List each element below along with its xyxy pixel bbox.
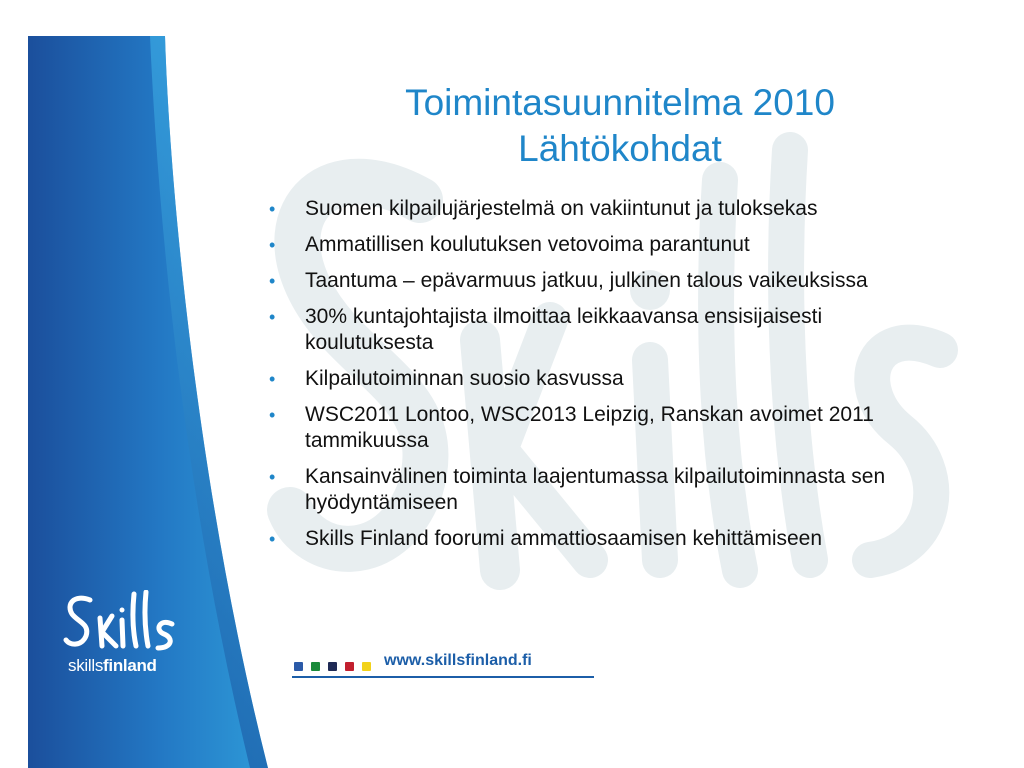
bullet-icon: • [269,369,276,389]
bullet-icon: • [269,235,276,255]
color-square-icon [311,662,320,671]
bullet-item [262,268,952,294]
bullet-icon: • [269,271,276,291]
footer-bar [292,652,594,682]
bullet-item [262,464,952,516]
footer-divider [292,676,594,678]
skills-finland-logo [60,590,190,690]
slide-title [340,80,900,172]
color-square-icon [362,662,371,671]
bullet-icon: • [269,467,276,487]
bullet-icon: • [269,529,276,549]
bullet-icon: • [269,307,276,327]
bullet-text: Taantuma – epävarmuus jatkuu, julkinen talous vaikeuksissa [305,269,868,292]
bullet-text: Suomen kilpailujärjestelmä on vakiintunut ja tuloksekas [305,197,818,220]
color-square-icon [328,662,337,671]
bullet-text: Ammatillisen koulutuksen vetovoima parantunut [305,233,750,256]
color-squares [294,658,379,668]
bullet-text: 30% kuntajohtajista ilmoittaa leikkaavansa ensisijaisesti koulutuksesta [305,305,823,354]
bullet-item [262,304,952,356]
bullet-text: Skills Finland foorumi ammattiosaamisen kehittämiseen [305,527,823,550]
bullet-text: Kilpailutoiminnan suosio kasvussa [305,367,624,390]
bullet-item [262,232,952,258]
footer-url-link[interactable]: www.skillsfinland.fi [384,652,532,669]
skills-finland-wordmark [68,656,157,676]
bullet-text: Kansainvälinen toiminta laajentumassa kilpailutoiminnasta sen hyödyntämiseen [305,465,886,514]
bullet-icon: • [269,405,276,425]
wordmark-light: skills [68,656,104,675]
title-line-2: Lähtökohdat [518,128,722,169]
color-square-icon [345,662,354,671]
bullet-item [262,402,952,454]
bullet-icon: • [269,199,276,219]
skills-script-logo-icon [60,590,190,654]
bullet-text: WSC2011 Lontoo, WSC2013 Leipzig, Ranskan avoimet 2011 tammikuussa [305,403,874,452]
title-line-1: Toimintasuunnitelma 2010 [405,82,835,123]
bullet-item [262,366,952,392]
bullet-item [262,526,952,552]
color-square-icon [294,662,303,671]
bullet-item [262,196,952,222]
bullet-list [262,196,952,562]
wordmark-bold: finland [103,656,157,675]
